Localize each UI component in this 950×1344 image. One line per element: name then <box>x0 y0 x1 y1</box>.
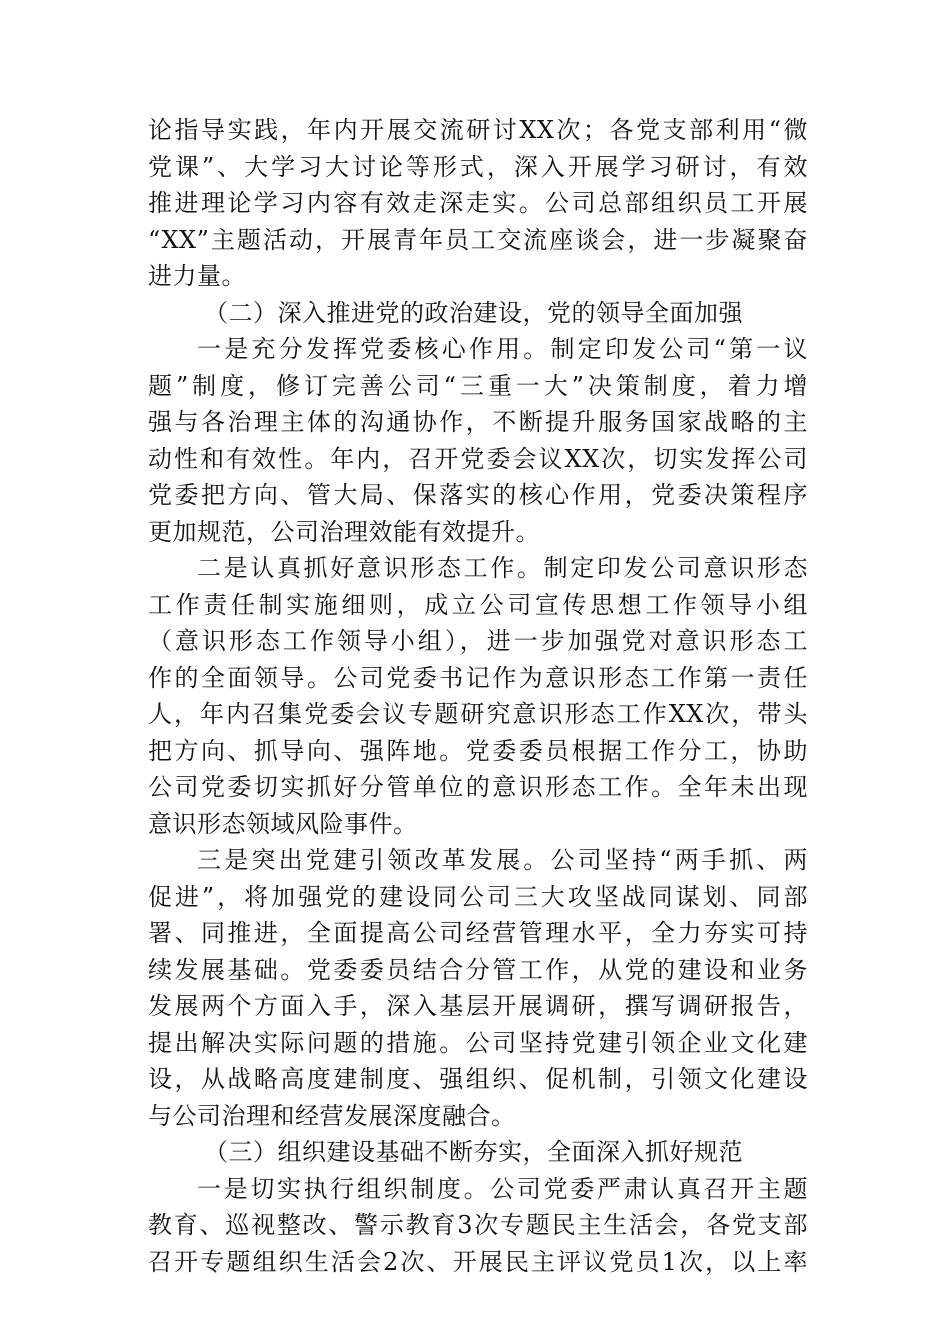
text-line: 一是切实执行组织制度。公司党委严肃认真召开主题 <box>197 1174 808 1203</box>
text-line: 工作责任制实施细则，成立公司宣传思想工作领导小组 <box>148 590 808 619</box>
text-line: 题”制度，修订完善公司“三重一大”决策制度，着力增 <box>148 371 808 400</box>
text-line: 续发展基础。党委委员结合分管工作，从党的建设和业务 <box>148 955 808 984</box>
text-line: 人，年内召集党委会议专题研究意识形态工作XX次，带头 <box>148 700 808 728</box>
text-line: 设，从战略高度建制度、强组织、促机制，引领文化建设 <box>148 1065 808 1093</box>
text-line: 更加规范，公司治理效能有效提升。 <box>148 517 540 546</box>
text-line: （意识形态工作领导小组），进一步加强党对意识形态工 <box>148 627 808 655</box>
text-line: 作的全面领导。公司党委书记作为意识形态工作第一责任 <box>148 663 808 692</box>
text-line: “XX”主题活动，开展青年员工交流座谈会，进一步凝聚奋 <box>148 225 808 254</box>
text-line: 论指导实践，年内开展交流研讨XX次；各党支部利用“微 <box>148 116 808 144</box>
text-line: 党课”、大学习大讨论等形式，深入开展学习研讨，有效 <box>148 152 808 181</box>
section-heading: （三）组织建设基础不断夯实，全面深入抓好规范 <box>204 1138 743 1166</box>
text-line: 发展两个方面入手，深入基层开展调研，撰写调研报告， <box>148 992 808 1020</box>
text-line: 教育、巡视整改、警示教育3次专题民主生活会，各党支部 <box>148 1211 808 1239</box>
text-line: 党委把方向、管大局、保落实的核心作用，党委决策程序 <box>148 481 808 509</box>
text-line: 召开专题组织生活会2次、开展民主评议党员1次，以上率 <box>148 1247 808 1276</box>
text-line: 推进理论学习内容有效走深走实。公司总部组织员工开展 <box>148 189 808 217</box>
text-line: 进力量。 <box>148 262 246 290</box>
text-line: 促进”，将加强党的建设同公司三大攻坚战同谋划、同部 <box>148 882 808 911</box>
text-line: 强与各治理主体的沟通协作，不断提升服务国家战略的主 <box>148 408 808 436</box>
text-line: 公司党委切实抓好分管单位的意识形态工作。全年未出现 <box>148 773 808 801</box>
text-line: 二是认真抓好意识形态工作。制定印发公司意识形态 <box>197 554 808 582</box>
section-heading: （二）深入推进党的政治建设，党的领导全面加强 <box>204 298 743 327</box>
text-line: 一是充分发挥党委核心作用。制定印发公司“第一议 <box>197 335 808 363</box>
text-line: 动性和有效性。年内，召开党委会议XX次，切实发挥公司 <box>148 444 808 473</box>
text-line: 把方向、抓导向、强阵地。党委委员根据工作分工，协助 <box>148 736 808 765</box>
text-line: 与公司治理和经营发展深度融合。 <box>148 1101 516 1130</box>
text-line: 提出解决实际问题的措施。公司坚持党建引领企业文化建 <box>148 1028 808 1057</box>
text-line: 意识形态领域风险事件。 <box>148 809 418 838</box>
document-body <box>148 112 808 1280</box>
text-line: 三是突出党建引领改革发展。公司坚持“两手抓、两 <box>197 846 808 874</box>
text-line: 署、同推进，全面提高公司经营管理水平，全力夯实可持 <box>148 919 808 947</box>
